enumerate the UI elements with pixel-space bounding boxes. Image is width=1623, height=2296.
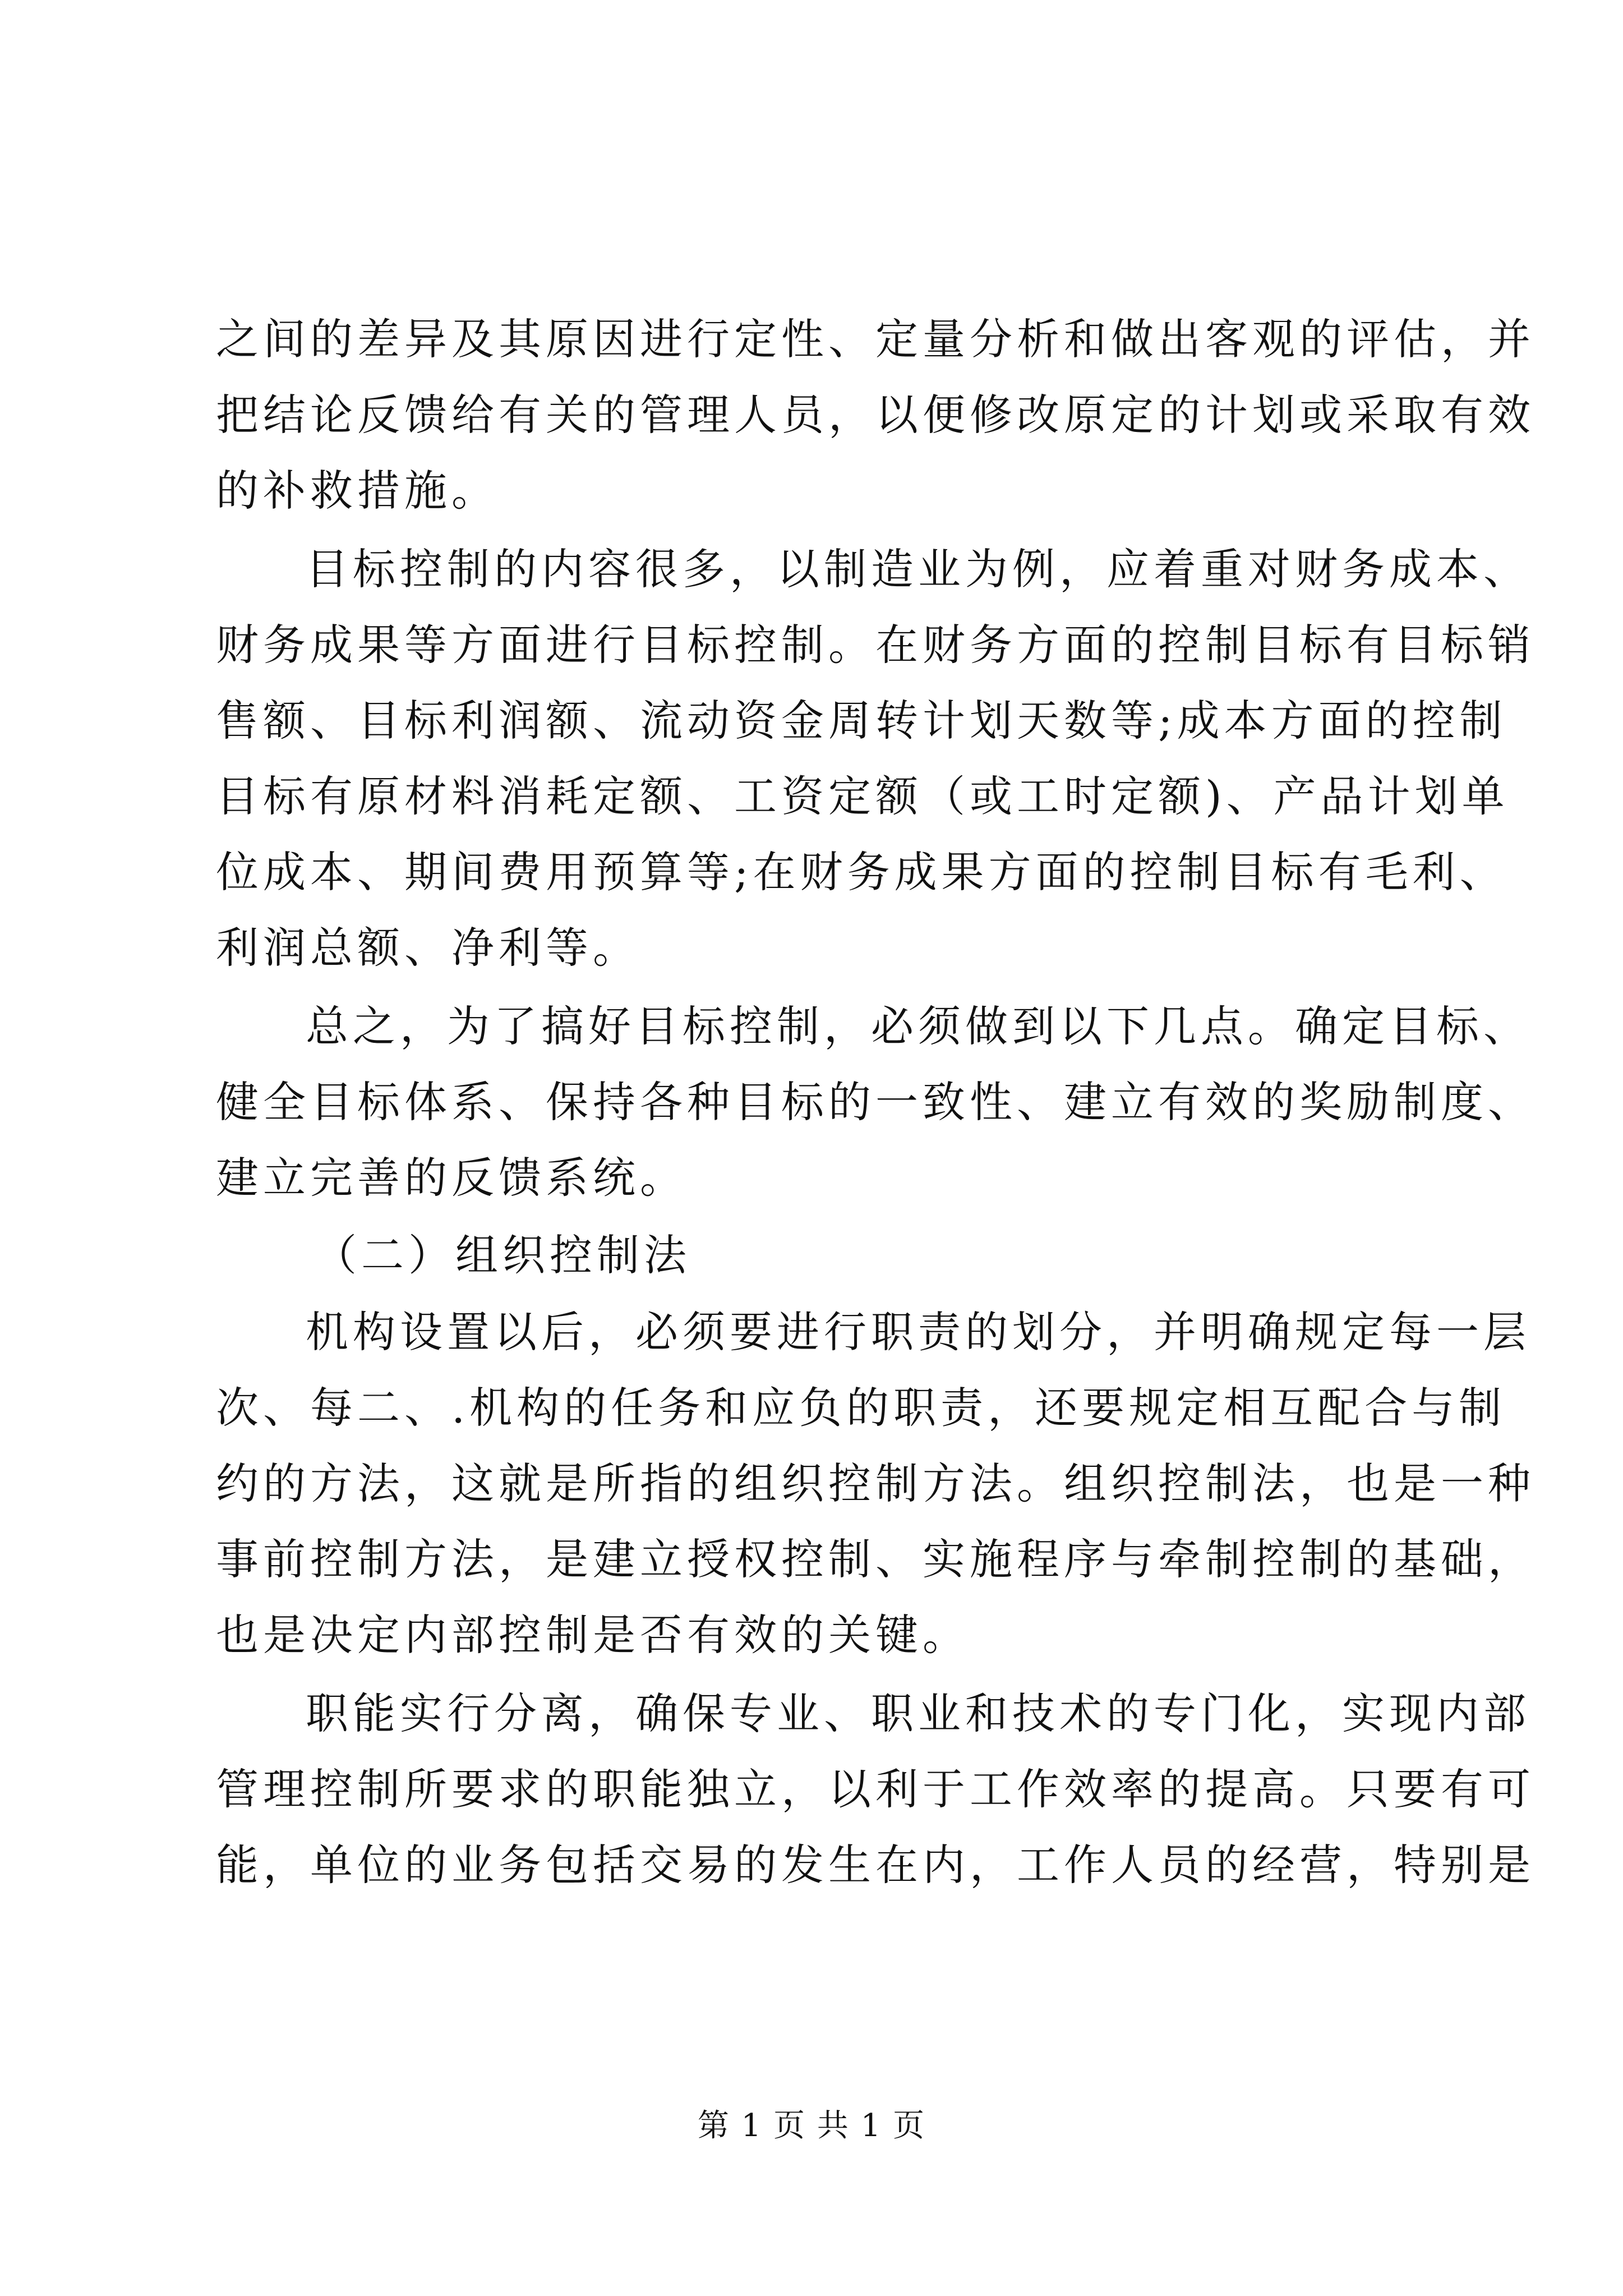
text-line-6: 售额、目标利润额、流动资金周转计划天数等;成本方面的控制 [216,696,1507,746]
text-line-8: 位成本、期间费用预算等;在财务成果方面的控制目标有毛利、 [216,847,1507,897]
text-line-10: 总之，为了搞好目标控制，必须做到以下几点。确定目标、 [306,1001,1530,1051]
text-line-20: 管理控制所要求的职能独立，以利于工作效率的提高。只要有可 [216,1764,1535,1814]
text-line-4: 目标控制的内容很多，以制造业为例，应着重对财务成本、 [306,544,1530,594]
text-line-3: 的补救措施。 [216,466,499,516]
text-line-15: 次、每二、.机构的任务和应负的职责，还要规定相互配合与制 [216,1383,1506,1433]
section-heading: （二）组织控制法 [314,1230,691,1280]
text-line-19: 职能实行分离，确保专业、职业和技术的专门化，实现内部 [306,1688,1530,1738]
text-line-11: 健全目标体系、保持各种目标的一致性、建立有效的奖励制度、 [216,1077,1535,1127]
page-footer: 第 1 页 共 1 页 [697,2108,926,2144]
text-line-14: 机构设置以后，必须要进行职责的划分，并明确规定每一层 [306,1307,1530,1357]
text-line-9: 利润总额、净利等。 [216,923,640,973]
text-line-16: 约的方法，这就是所指的组织控制方法。组织控制法，也是一种 [216,1458,1535,1508]
text-line-5: 财务成果等方面进行目标控制。在财务方面的控制目标有目标销 [216,620,1535,670]
text-line-12: 建立完善的反馈系统。 [216,1153,687,1203]
text-line-18: 也是决定内部控制是否有效的关键。 [216,1610,970,1660]
text-line-2: 把结论反馈给有关的管理人员，以便修改原定的计划或采取有效 [216,390,1535,440]
text-line-21: 能，单位的业务包括交易的发生在内，工作人员的经营，特别是 [216,1840,1535,1890]
text-line-1: 之间的差异及其原因进行定性、定量分析和做出客观的评估，并 [216,314,1535,364]
text-line-7: 目标有原材料消耗定额、工资定额（或工时定额)、产品计划单 [216,771,1509,821]
text-line-17: 事前控制方法，是建立授权控制、实施程序与牵制控制的基础， [216,1534,1535,1584]
